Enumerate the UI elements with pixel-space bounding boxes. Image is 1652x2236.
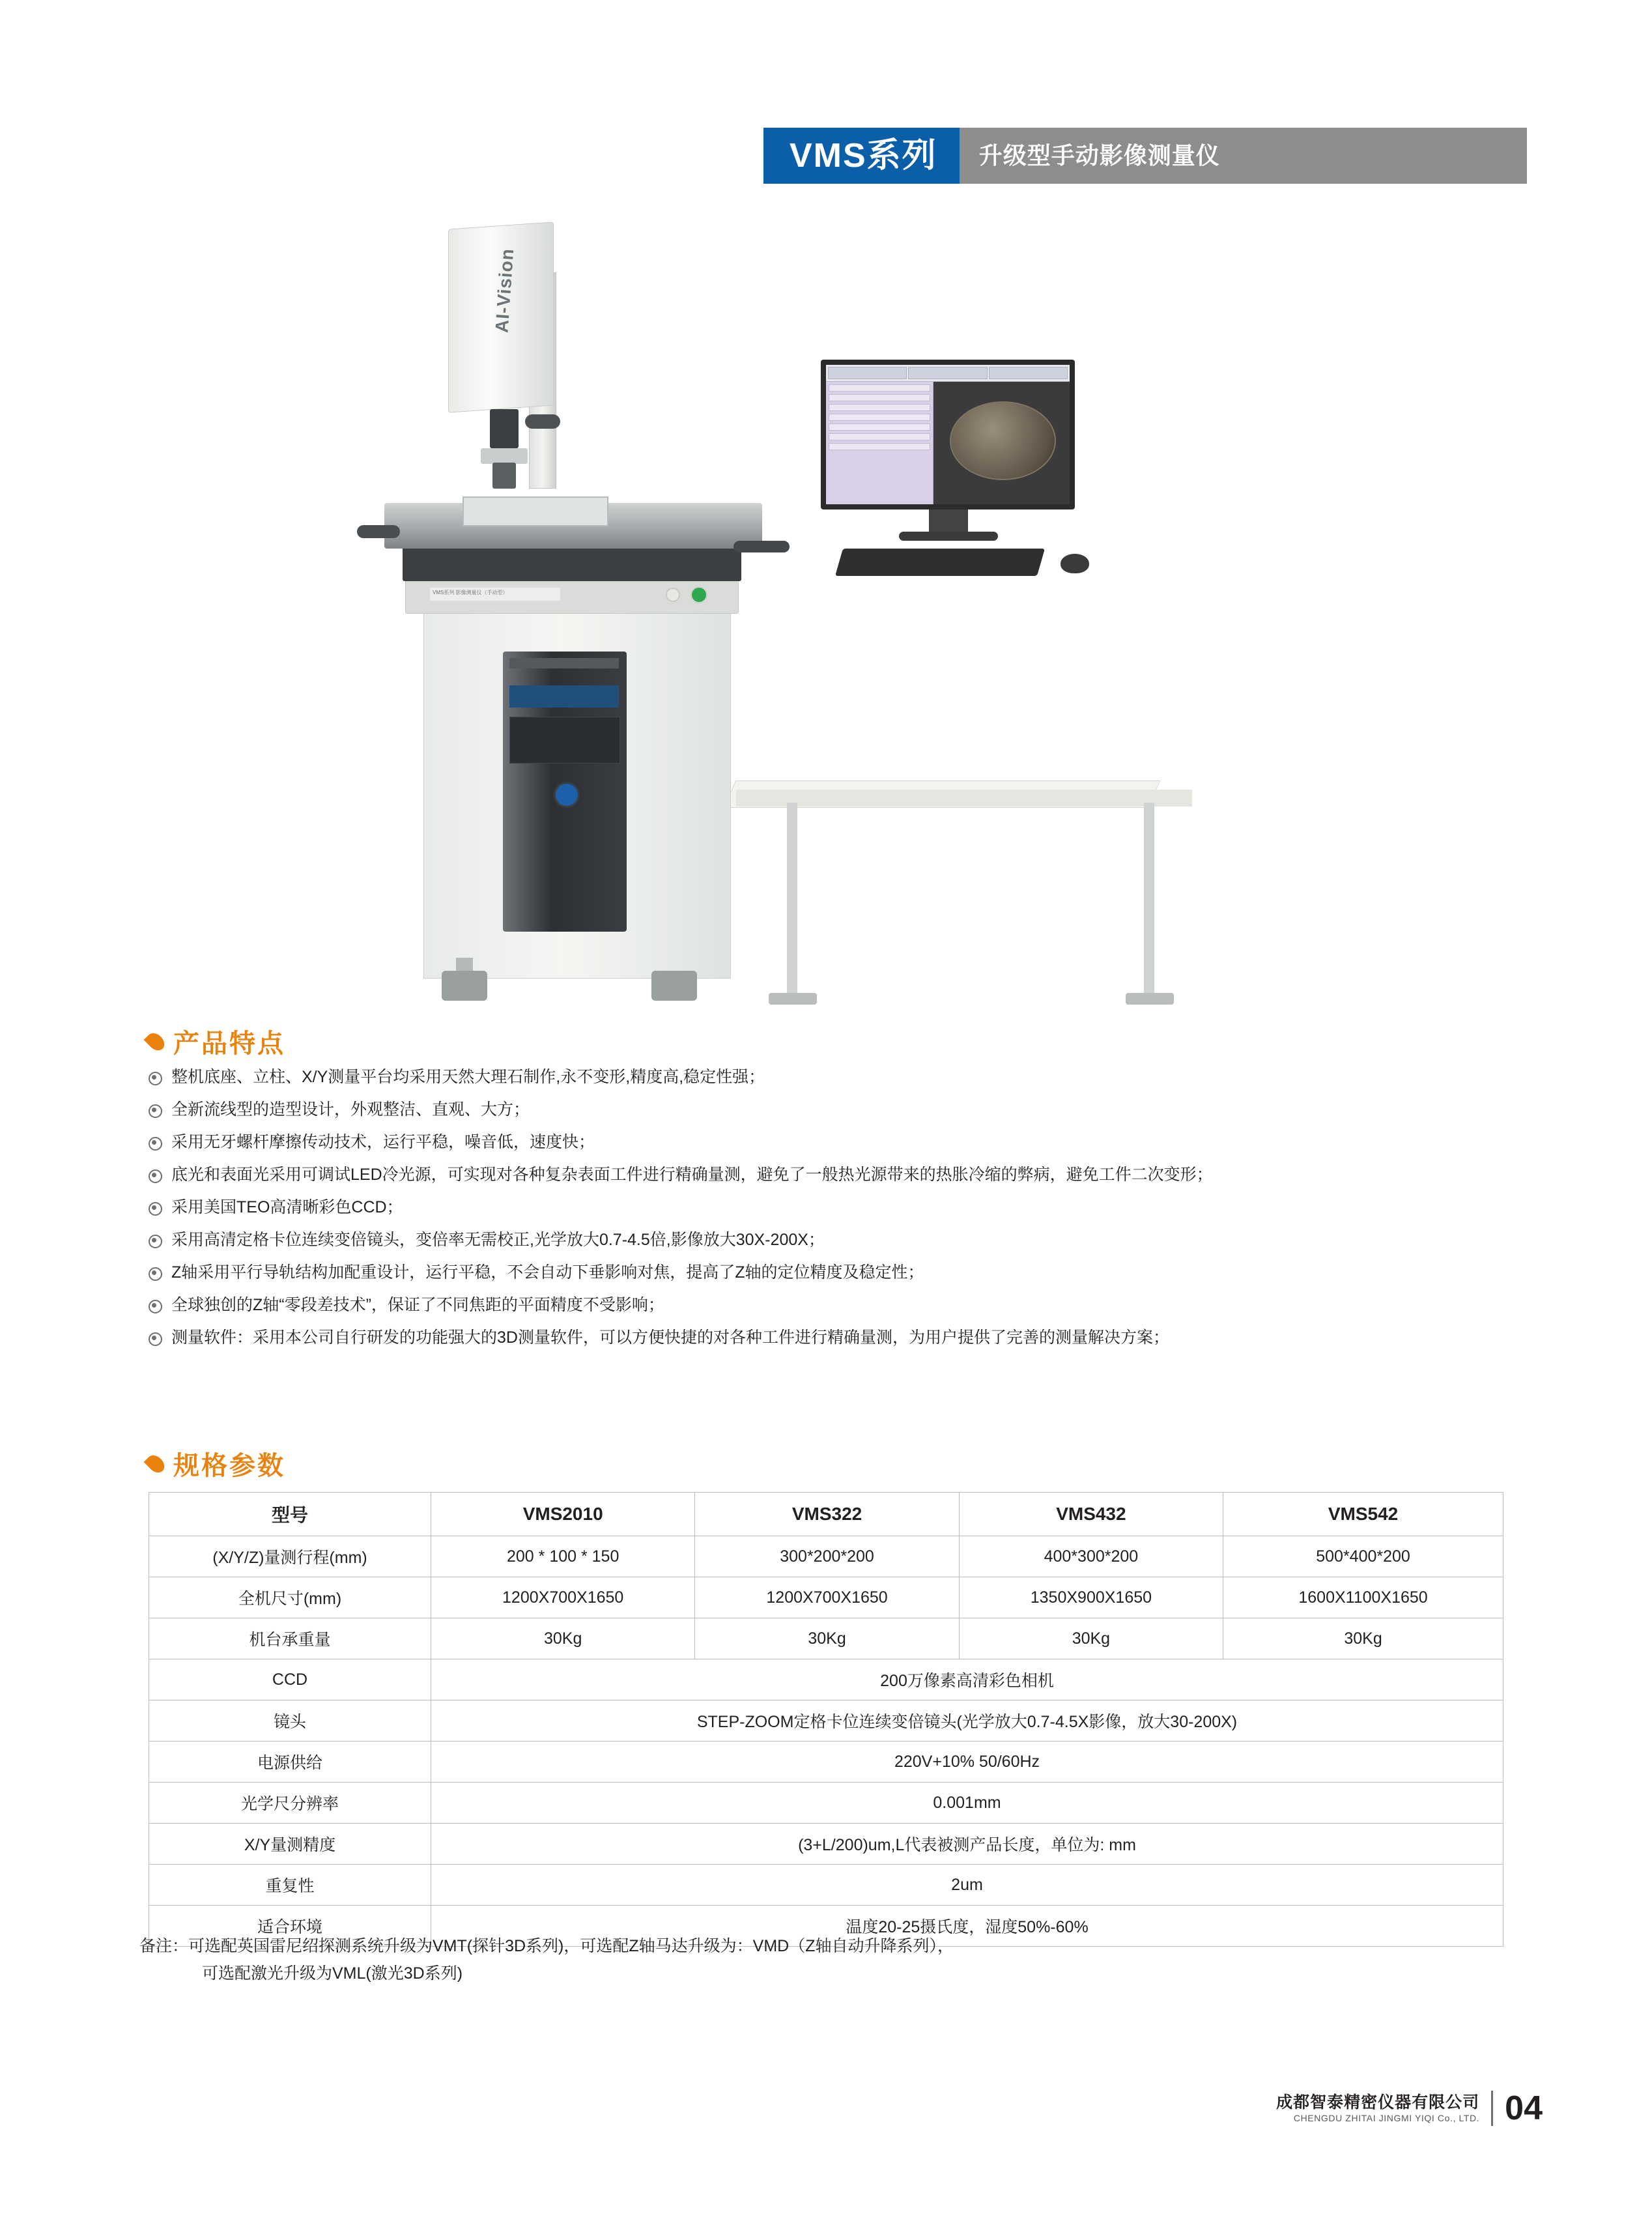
panel-row — [829, 404, 930, 411]
footer-divider — [1491, 2091, 1493, 2126]
bullet-icon — [149, 1332, 162, 1346]
panel-row — [829, 414, 930, 421]
feature-text: 整机底座、立柱、X/Y测量平台均采用天然大理石制作,永不变形,精度高,稳定性强； — [171, 1068, 765, 1086]
camera-body — [490, 409, 519, 448]
specifications-table — [149, 1492, 1503, 1947]
row-cell: 300*200*200 — [695, 1536, 959, 1577]
features-list — [149, 1066, 1543, 1359]
table-row — [149, 1700, 1503, 1742]
bullet-icon — [149, 1104, 162, 1118]
specs-title-text: 规格参数 — [173, 1452, 285, 1480]
desk-surface-edge — [736, 790, 1192, 807]
bullet-icon — [149, 1169, 162, 1183]
row-label: X/Y量测精度 — [149, 1824, 431, 1865]
feature-text: 采用无牙螺杆摩擦传动技术，运行平稳，噪音低，速度快； — [171, 1133, 595, 1151]
list-item — [149, 1196, 1543, 1218]
row-label: 全机尺寸(mm) — [149, 1577, 431, 1618]
software-panel-left — [826, 382, 933, 504]
page-footer — [1276, 2089, 1543, 2128]
list-item — [149, 1326, 1543, 1349]
series-subtitle: 升级型手动影像测量仪 — [960, 128, 1527, 184]
row-label: 重复性 — [149, 1865, 431, 1906]
desk-foot-right — [1126, 993, 1174, 1005]
row-cell: STEP-ZOOM定格卡位连续变倍镜头(光学放大0.7-4.5X影像，放大30-200X) — [431, 1700, 1503, 1742]
product-photo — [365, 202, 1290, 990]
row-label: (X/Y/Z)量测行程(mm) — [149, 1536, 431, 1577]
row-cell: (3+L/200)um,L代表被测产品长度，单位为: mm — [431, 1824, 1503, 1865]
row-cell: 0.001mm — [431, 1783, 1503, 1824]
computer-monitor — [821, 360, 1075, 509]
bullet-icon — [149, 1235, 162, 1248]
row-cell: 500*400*200 — [1223, 1536, 1503, 1577]
row-label: 机台承重量 — [149, 1618, 431, 1659]
footer-company — [1276, 2093, 1479, 2125]
list-item — [149, 1098, 1543, 1121]
measuring-stage-glass — [463, 496, 608, 526]
panel-row — [829, 423, 930, 431]
list-item — [149, 1066, 1543, 1088]
machine-button-secondary — [666, 588, 680, 602]
bullet-icon — [149, 1072, 162, 1085]
column-header: VMS432 — [959, 1493, 1223, 1536]
column-header: VMS542 — [1223, 1493, 1503, 1536]
panel-row — [829, 384, 930, 392]
list-item — [149, 1261, 1543, 1283]
row-cell: 200 * 100 * 150 — [431, 1536, 695, 1577]
row-label: 镜头 — [149, 1700, 431, 1742]
feature-text: 全新流线型的造型设计，外观整洁、直观、大方； — [171, 1100, 530, 1119]
software-image-view — [933, 382, 1070, 504]
machine-brand-logo: AI-Vision — [491, 248, 518, 334]
table-row — [149, 1824, 1503, 1865]
pc-front-panel-blue — [509, 685, 619, 708]
row-cell: 1350X900X1650 — [959, 1577, 1223, 1618]
table-row — [149, 1536, 1503, 1577]
features-title-text: 产品特点 — [173, 1029, 285, 1058]
page-header-banner — [763, 128, 1527, 184]
list-item — [149, 1131, 1543, 1153]
desk-foot-left — [769, 993, 817, 1005]
feature-text: Z轴采用平行导轨结构加配重设计，运行平稳，不会自动下垂影响对焦，提高了Z轴的定位精度及稳定性； — [171, 1263, 924, 1282]
workpiece-image — [950, 401, 1056, 480]
feature-text: 测量软件：采用本公司自行研发的功能强大的3D测量软件，可以方便快捷的对各种工件进行精确量测，为用户提供了完善的测量解决方案； — [171, 1328, 1169, 1347]
flame-icon — [144, 1452, 168, 1476]
lens-collar — [481, 448, 528, 464]
bullet-icon — [149, 1202, 162, 1216]
bullet-icon — [149, 1300, 162, 1313]
monitor-base — [899, 532, 998, 541]
machine-foot-right — [651, 971, 697, 1001]
machine-power-button — [691, 586, 707, 603]
column-header: VMS322 — [695, 1493, 959, 1536]
pc-power-ring — [554, 782, 580, 808]
specs-section-title — [149, 1445, 285, 1482]
row-cell: 30Kg — [431, 1618, 695, 1659]
stage-handle-left — [357, 525, 400, 538]
table-row — [149, 1577, 1503, 1618]
company-name-cn: 成都智泰精密仪器有限公司 — [1276, 2093, 1480, 2112]
feature-text: 采用高清定格卡位连续变倍镜头，变倍率无需校正,光学放大0.7-4.5倍,影像放大30X-200X； — [171, 1231, 825, 1249]
table-header-row — [149, 1493, 1503, 1536]
desk-leg-right — [1144, 803, 1154, 998]
row-cell: 1600X1100X1650 — [1223, 1577, 1503, 1618]
list-item — [149, 1164, 1543, 1186]
row-cell: 温度20-25摄氏度，湿度50%-60% — [431, 1906, 1503, 1947]
specs-note-line2: 可选配激光升级为VML(激光3D系列) — [202, 1964, 463, 1983]
row-label: CCD — [149, 1659, 431, 1700]
list-item — [149, 1229, 1543, 1251]
row-cell: 200万像素高清彩色相机 — [431, 1659, 1503, 1700]
software-body — [826, 382, 1070, 504]
toolbar-segment — [908, 367, 987, 379]
flame-icon — [144, 1029, 168, 1054]
company-name-en: CHENGDU ZHITAI JINGMI YIQI Co., LTD. — [1293, 2112, 1480, 2123]
row-cell: 400*300*200 — [959, 1536, 1223, 1577]
row-cell: 1200X700X1650 — [695, 1577, 959, 1618]
specs-note — [139, 1932, 1520, 1987]
pc-front-panel-dark — [509, 717, 620, 764]
machine-model-label: VMS系列 影像测量仪（手动型） — [430, 588, 560, 601]
stage-handle-right — [733, 541, 790, 552]
toolbar-segment — [828, 367, 907, 379]
table-row — [149, 1618, 1503, 1659]
toolbar-segment — [989, 367, 1068, 379]
table-row — [149, 1742, 1503, 1783]
column-header: VMS2010 — [431, 1493, 695, 1536]
z-axis-knob — [525, 414, 560, 429]
desk-leg-left — [787, 803, 797, 998]
row-cell: 30Kg — [959, 1618, 1223, 1659]
panel-row — [829, 394, 930, 401]
monitor-screen — [826, 365, 1070, 504]
table-row — [149, 1865, 1503, 1906]
row-cell: 220V+10% 50/60Hz — [431, 1742, 1503, 1783]
features-section-title — [149, 1023, 285, 1060]
software-toolbar — [826, 365, 1070, 382]
feature-text: 采用美国TEO高清晰彩色CCD； — [171, 1198, 403, 1216]
row-label: 适合环境 — [149, 1906, 431, 1947]
column-header: 型号 — [149, 1493, 431, 1536]
table-row — [149, 1783, 1503, 1824]
panel-row — [829, 443, 930, 450]
bullet-icon — [149, 1267, 162, 1281]
feature-text: 底光和表面光采用可调试LED冷光源，可实现对各种复杂表面工件进行精确量测，避免了一般热光源带来的热胀冷缩的弊病，避免工件二次变形； — [171, 1166, 1213, 1184]
monitor-stand — [929, 509, 968, 534]
page-number: 04 — [1505, 2089, 1543, 2127]
row-label: 光学尺分辨率 — [149, 1783, 431, 1824]
row-cell: 2um — [431, 1865, 1503, 1906]
list-item — [149, 1294, 1543, 1316]
pc-optical-drive — [509, 658, 619, 668]
row-label: 电源供给 — [149, 1742, 431, 1783]
machine-foot-left — [442, 971, 487, 1001]
keyboard — [835, 549, 1045, 576]
row-cell: 30Kg — [1223, 1618, 1503, 1659]
mouse — [1061, 554, 1089, 573]
feature-text: 全球独创的Z轴“零段差技术”，保证了不同焦距的平面精度不受影响； — [171, 1296, 664, 1314]
series-title: VMS系列 — [763, 128, 960, 184]
table-row — [149, 1659, 1503, 1700]
panel-row — [829, 433, 930, 440]
row-cell: 30Kg — [695, 1618, 959, 1659]
row-cell: 1200X700X1650 — [431, 1577, 695, 1618]
objective-lens — [492, 463, 516, 489]
bullet-icon — [149, 1137, 162, 1151]
specs-note-line1: 备注：可选配英国雷尼绍探测系统升级为VMT(探针3D系列)，可选配Z轴马达升级为：VMD（Z轴自动升降系列）， — [139, 1937, 954, 1955]
